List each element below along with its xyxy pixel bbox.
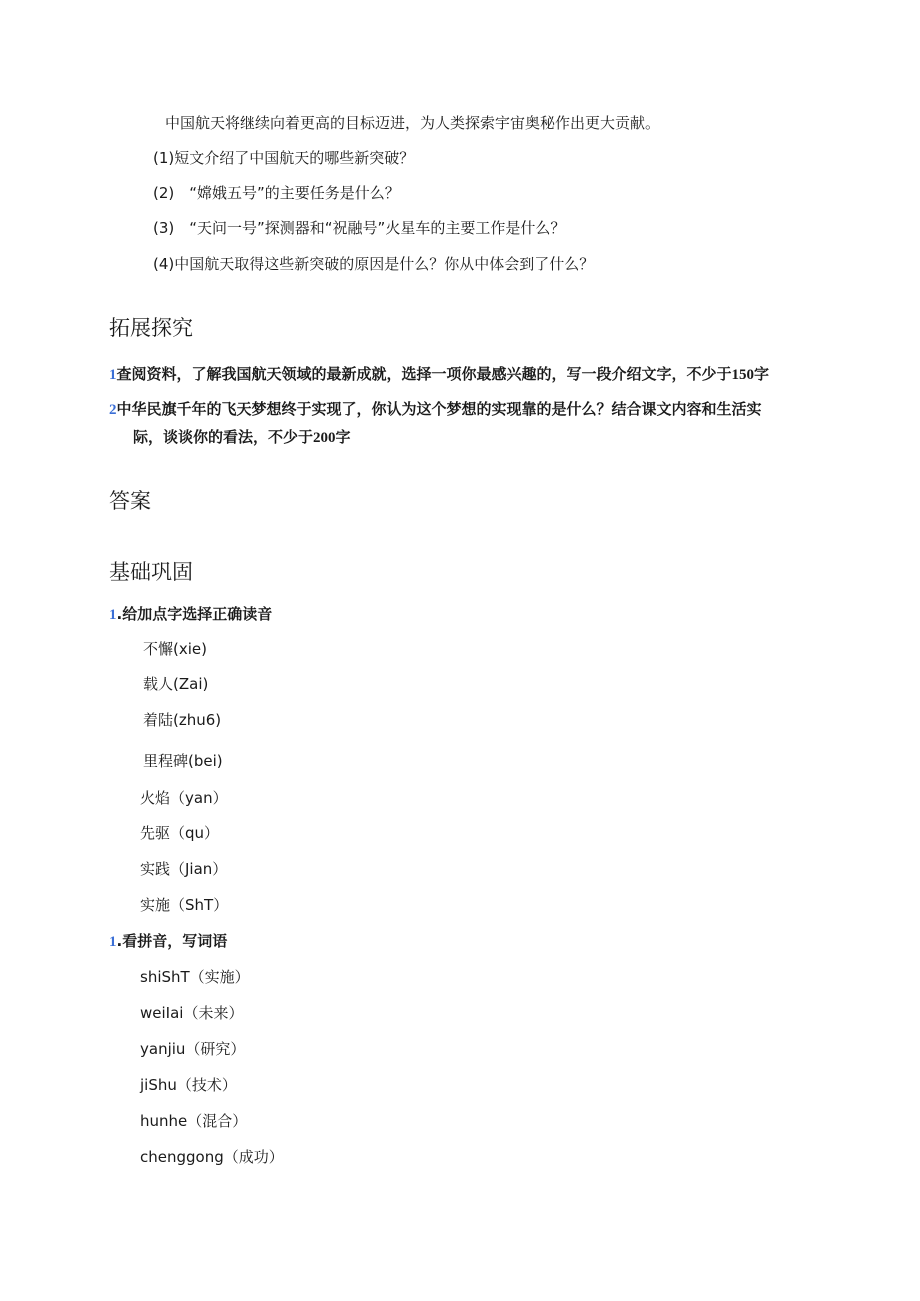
extension-item-2-cont bbox=[133, 427, 351, 448]
basics-heading: 基础巩固 bbox=[109, 560, 193, 584]
question-title: .给加点字选择正确读音 bbox=[116, 605, 273, 623]
word-item: chenggong（成功） bbox=[140, 1148, 284, 1166]
item-tail: 字 bbox=[754, 365, 770, 383]
question-number: 1 bbox=[109, 934, 117, 950]
basics-question-2 bbox=[109, 931, 227, 952]
reading-item: 先驱（qu） bbox=[140, 824, 220, 842]
word-item: hunhe（混合） bbox=[140, 1112, 248, 1130]
item-tail: 字 bbox=[335, 428, 351, 446]
item-text: 查阅资料，了解我国航天领域的最新成就，选择一项你最感兴趣的，写一段介绍文字，不少于 bbox=[116, 365, 732, 383]
answers-heading: 答案 bbox=[109, 489, 151, 513]
reading-item: 着陆(zhu6) bbox=[143, 711, 222, 729]
reading-item: 载人(Zai) bbox=[143, 675, 209, 693]
basics-question-1 bbox=[109, 604, 272, 625]
word-item: shiShT（实施） bbox=[140, 968, 250, 986]
question-1: (1)短文介绍了中国航天的哪些新突破？ bbox=[153, 149, 415, 167]
word-item: jiShu（技术） bbox=[140, 1076, 237, 1094]
item-number: 2 bbox=[109, 402, 117, 418]
extension-item-1 bbox=[109, 364, 769, 385]
word-item: yanjiu（研究） bbox=[140, 1040, 246, 1058]
item-text-cont: 际，谈谈你的看法，不少于 bbox=[133, 428, 314, 446]
reading-item: 里程碑(bei) bbox=[143, 752, 223, 770]
passage-closing: 中国航天将继续向着更高的目标迈进，为人类探索宇宙奥秘作出更大贡献。 bbox=[165, 114, 661, 132]
question-3: (3) “天问一号”探测器和“祝融号”火星车的主要工作是什么？ bbox=[153, 219, 566, 237]
reading-item: 不懈(xie) bbox=[143, 640, 207, 658]
reading-item: 实施（ShT） bbox=[140, 896, 229, 914]
word-item: weiIai（未来） bbox=[140, 1004, 244, 1022]
reading-item: 实践（Jian） bbox=[140, 860, 228, 878]
item-number: 1 bbox=[109, 367, 117, 383]
item-figure: 200 bbox=[313, 430, 336, 446]
extension-item-2 bbox=[109, 399, 762, 420]
question-4: (4)中国航天取得这些新突破的原因是什么？你从中体会到了什么？ bbox=[153, 255, 595, 273]
question-2: (2) “嫦娥五号”的主要任务是什么？ bbox=[153, 184, 400, 202]
extension-heading: 拓展探究 bbox=[109, 316, 193, 340]
question-title: .看拼音，写词语 bbox=[116, 932, 228, 950]
reading-item: 火焰（yan） bbox=[140, 789, 228, 807]
item-figure: 150 bbox=[731, 367, 755, 383]
question-number: 1 bbox=[109, 607, 117, 623]
item-text: 中华民旗千年的飞天梦想终于实现了，你认为这个梦想的实现靠的是什么？结合课文内容和生活实 bbox=[116, 400, 762, 418]
